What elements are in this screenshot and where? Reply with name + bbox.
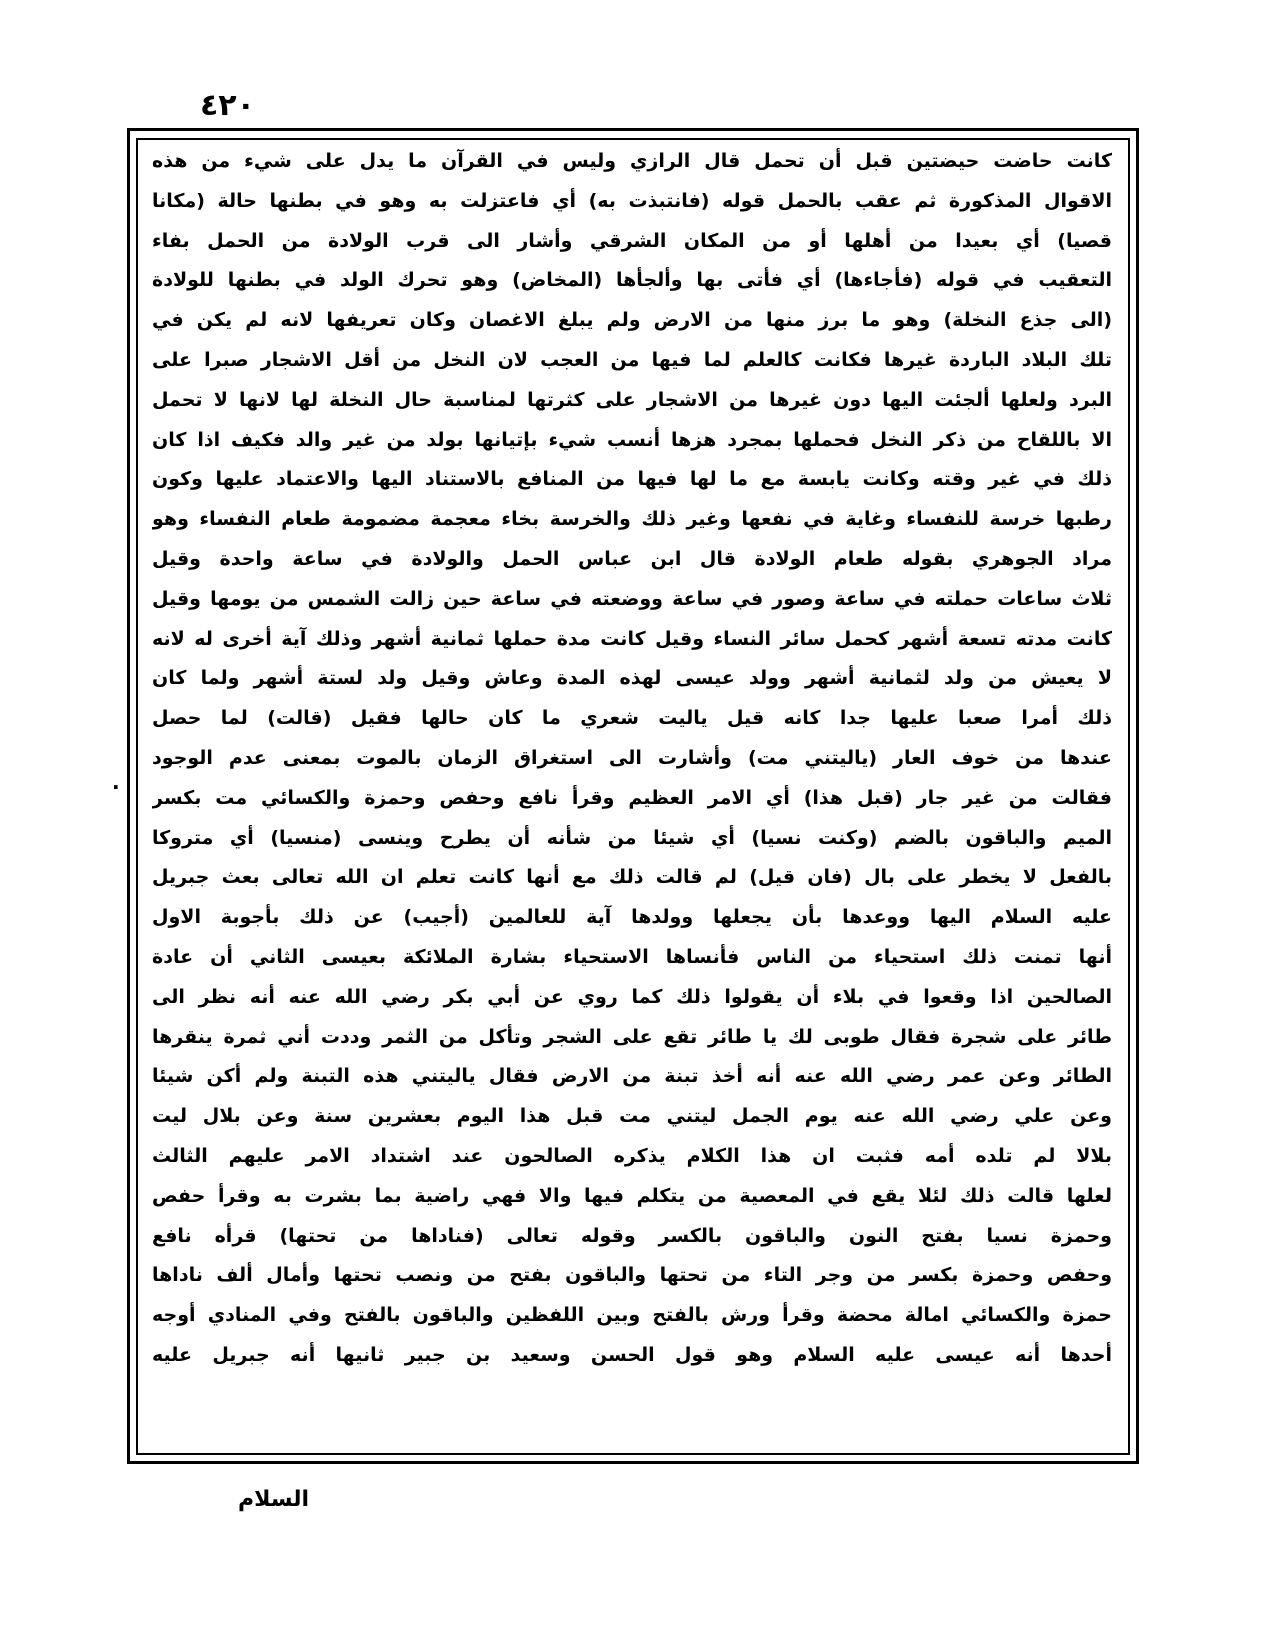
text-line: بلالا لم تلده أمه فثبت ان هذا الكلام يذكره الصالحون عند اشتداد الامر عليهم الثالث (152, 1144, 1112, 1167)
text-line: لا يعيش من ولد لثمانية أشهر وولد عيسى لهذه المدة وعاش وقيل ولد لستة أشهر ولما كان (152, 667, 1112, 690)
text-line: أحدها أنه عيسى عليه السلام وهو قول الحسن وسعيد بن جبير ثانيها أنه جبريل عليه (152, 1343, 1112, 1366)
text-line: (الى جذع النخلة) وهو ما برز منها من الارض ولم يبلغ الاغصان وكان تعريفها لانه لم يكن في (152, 309, 1112, 332)
text-line: قصيا) أي بعيدا من أهلها أو من المكان الشرقي وأشار الى قرب الولادة من الحمل بفاء (152, 229, 1112, 252)
text-line: البرد ولعلها ألجئت اليها دون غيرها من الاشجار على كثرتها لمناسبة حال النخلة لها لانها لا تحمل (152, 388, 1112, 411)
text-line: الطائر وعن عمر رضي الله عنه أنه أخذ تبنة من الارض فقال ياليتني هذه التبنة ولم أكن شيئا (152, 1065, 1112, 1088)
text-line: مراد الجوهري بقوله طعام الولادة قال ابن عباس الحمل والولادة في ساعة واحدة وقيل (152, 547, 1112, 570)
margin-mark: . (112, 770, 120, 794)
text-line: فقالت من غير جار (قبل هذا) أي الامر العظيم وقرأ نافع وحفص وحمزة والكسائي مت بكسر (152, 786, 1112, 809)
text-line: عليه السلام اليها ووعدها بأن يجعلها وولدها آية للعالمين (أجيب) عن ذلك بأجوبة الاول (152, 906, 1112, 929)
text-line: وحمزة نسيا بفتح النون والباقون بالكسر وقوله تعالى (فناداها من تحتها) قرأه نافع (152, 1224, 1112, 1247)
text-line: رطبها خرسة للنفساء وغاية في نفعها وغير ذلك والخرسة بخاء معجمة مضمومة طعام النفساء وهو (152, 508, 1112, 531)
text-body (152, 142, 1112, 1376)
text-line: كانت مدته تسعة أشهر كحمل سائر النساء وقيل كانت مدة حملها ثمانية أشهر وذلك آية أخرى له لانه (152, 627, 1112, 650)
page-number: ٤٢٠ (200, 88, 255, 123)
text-line: التعقيب في قوله (فأجاءها) أي فأتى بها وألجأها (المخاض) وهو تحرك الولد في بطنها للولادة (152, 269, 1112, 292)
text-line: أنها تمنت ذلك استحياء من الناس فأنساها الاستحياء بشارة الملائكة بعيسى الثاني أن عادة (152, 945, 1112, 968)
text-line: لعلها قالت ذلك لئلا يقع في المعصية من يتكلم فيها والا فهي راضية بما بشرت به وقرأ حفص (152, 1184, 1112, 1207)
text-line: الصالحين اذا وقعوا في بلاء أن يقولوا ذلك كما روي عن أبي بكر رضي الله عنه أنه نظر الى (152, 985, 1112, 1008)
text-line: وعن علي رضي الله عنه يوم الجمل ليتني مت قبل هذا اليوم بعشرين سنة وعن بلال ليت (152, 1105, 1112, 1128)
catchword: السلام (238, 1487, 310, 1512)
text-line: تلك البلاد الباردة غيرها فكانت كالعلم لما فيها من العجب لان النخل من أقل الاشجار صبرا على (152, 348, 1112, 371)
text-line: بالفعل لا يخطر على بال (فان قيل) لم قالت ذلك مع أنها كانت تعلم ان الله تعالى بعث جبريل (152, 866, 1112, 889)
text-line: كانت حاضت حيضتين قبل أن تحمل قال الرازي وليس في القرآن ما يدل على شيء من هذه (152, 150, 1112, 172)
text-line: الا باللقاح من ذكر النخل فحملها بمجرد هزها أنسب شيء بإتيانها بولد من غير والد فكيف اذا كان (152, 428, 1112, 451)
text-line: حمزة والكسائي امالة محضة وقرأ ورش بالفتح وبين اللفظين والباقون بالفتح وفي المنادي أوجه (152, 1304, 1112, 1327)
text-line: طائر على شجرة فقال طوبى لك يا طائر تقع على الشجر وتأكل من الثمر وددت أني ثمرة ينقرها (152, 1025, 1112, 1048)
text-line: ثلاث ساعات حملته في ساعة وصور في ساعة ووضعته في ساعة حين زالت الشمس من يومها وقيل (152, 587, 1112, 610)
text-line: ذلك في غير وقته وكانت يابسة مع ما لها فيها من المنافع بالاستناد اليها والاعتماد عليها وكون (152, 468, 1112, 491)
text-line: الميم والباقون بالضم (وكنت نسيا) أي شيئا من شأنه أن يطرح وينسى (منسيا) أي متروكا (152, 826, 1112, 849)
text-line: عندها من خوف العار (ياليتني مت) وأشارت الى استغراق الزمان بالموت بمعنى عدم الوجود (152, 746, 1112, 769)
text-line: الاقوال المذكورة ثم عقب بالحمل قوله (فانتبذت به) أي فاعتزلت به وهو في بطنها حالة (مكانا (152, 189, 1112, 212)
text-line: وحفص وحمزة بكسر من وجر التاء من تحتها والباقون بفتح من ونصب تحتها وأمال ألف ناداها (152, 1264, 1112, 1287)
text-line: ذلك أمرا صعبا عليها جدا كانه قيل ياليت شعري ما كان حالها فقيل (قالت) لما حصل (152, 707, 1112, 730)
